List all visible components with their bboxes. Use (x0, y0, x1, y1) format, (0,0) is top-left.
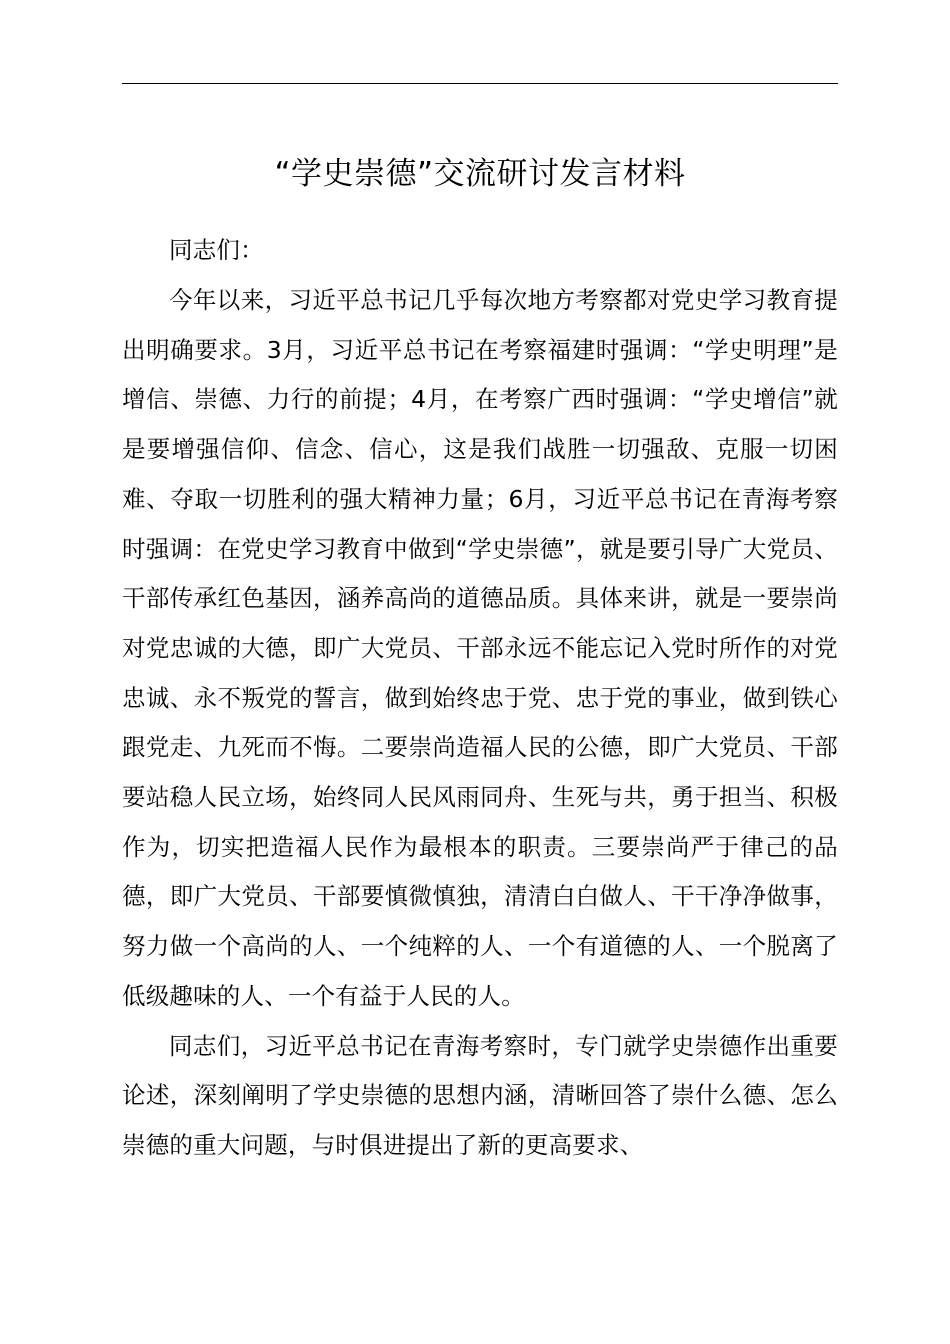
header-rule (122, 83, 838, 84)
document-title: “学史崇德”交流研讨发言材料 (274, 156, 686, 192)
body-paragraph: 今年以来，习近平总书记几乎每次地方考察都对党史学习教育提出明确要求。3月，习近平总书记在考察福建时强调：“学史明理”是增信、崇德、力行的前提；4月，在考察广西时强调：“学史增信”就是要增强信仰、信念、信心，这是我们战胜一切强敌、克服一切困难、夺取一切胜利的强大精神力量；6月，习近平总书记在青海考察时强调：在党史学习教育中做到“学史崇德”，就是要引导广大党员、干部传承红色基因，涵养高尚的道德品质。具体来讲，就是一要崇尚对党忠诚的大德，即广大党员、干部永远不能忘记入党时所作的对党忠诚、永不叛党的誓言，做到始终忠于党、忠于党的事业，做到铁心跟党走、九死而不悔。二要崇尚造福人民的公德，即广大党员、干部要站稳人民立场，始终同人民风雨同舟、生死与共，勇于担当、积极作为，切实把造福人民作为最根本的职责。三要崇尚严于律己的品德，即广大党员、干部要慎微慎独，清清白白做人、干干净净做事，努力做一个高尚的人、一个纯粹的人、一个有道德的人、一个脱离了低级趣味的人、一个有益于人民的人。 (122, 286, 838, 1010)
document-body (122, 226, 838, 1171)
salutation-paragraph: 同志们： (169, 236, 264, 264)
body-paragraph: 同志们，习近平总书记在青海考察时，专门就学史崇德作出重要论述，深刻阐明了学史崇德的思想内涵，清晰回答了崇什么德、怎么崇德的重大问题，与时俱进提出了新的更高要求、 (122, 1031, 838, 1159)
